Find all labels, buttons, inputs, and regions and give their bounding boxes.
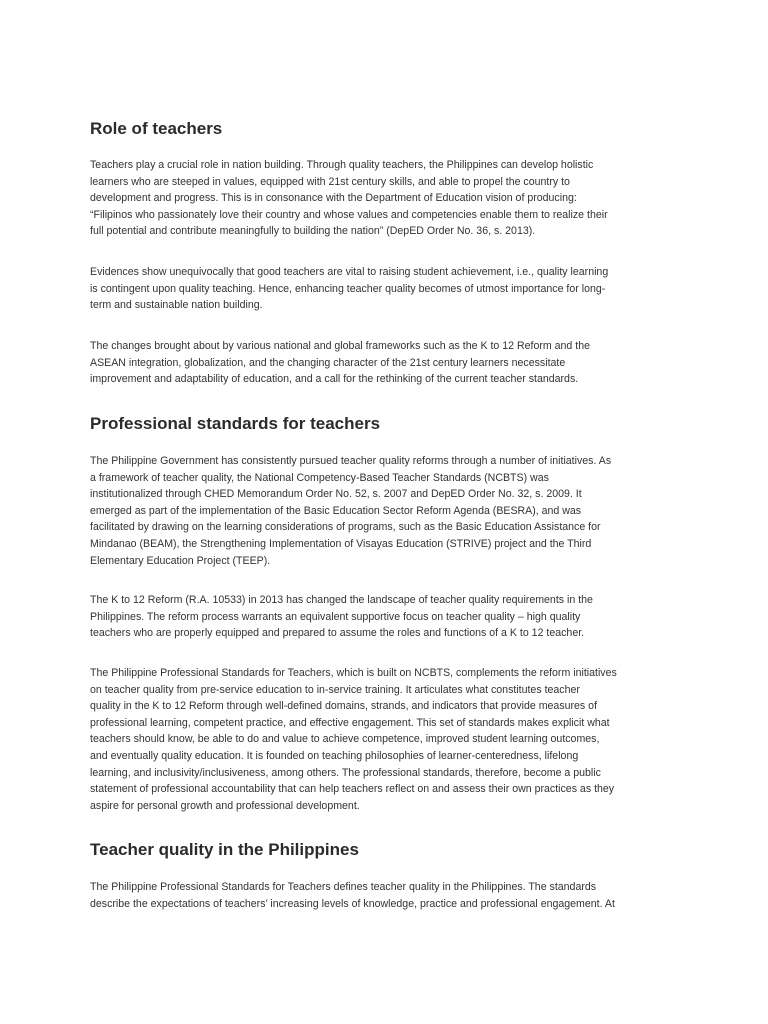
text-line: learning, and inclusivity/inclusiveness, among others. The professional standards, therefore, become a public	[90, 766, 601, 779]
text-line: statement of professional accountability that can help teachers reflect on and assess their own practices as they	[90, 783, 615, 796]
section-title-role-of-teachers: Role of teachers	[90, 119, 223, 138]
text-line: The Philippine Professional Standards for Teachers defines teacher quality in the Philippines. The standards	[90, 881, 597, 893]
text-line: The changes brought about by various national and global frameworks such as the K to 12 Reform and the	[90, 340, 590, 352]
text-line: is contingent upon quality teaching. Hence, enhancing teacher quality becomes of utmost importance for long-	[90, 282, 606, 295]
text-line: The Philippine Government has consistently pursued teacher quality reforms through a number of initiatives. As	[90, 455, 612, 467]
text-line: full potential and contribute meaningfully to building the nation” (DepED Order No. 36, s. 2013).	[90, 225, 536, 238]
text-line: The Philippine Professional Standards for Teachers, which is built on NCBTS, complements the reform initiatives	[90, 667, 617, 679]
text-line: ASEAN integration, globalization, and the changing character of the 21st century learners necessitate	[90, 356, 566, 369]
paragraph	[90, 453, 690, 569]
text-line: “Filipinos who passionately love their country and whose values and competencies enable them to realize their	[90, 208, 608, 221]
paragraph	[90, 592, 690, 642]
text-line: a framework of teacher quality, the National Competency-Based Teacher Standards (NCBTS) was	[90, 471, 549, 484]
text-line: emerged as part of the implementation of the Basic Education Sector Reform Agenda (BESRA), and was	[90, 504, 582, 517]
paragraph	[90, 338, 690, 388]
paragraph	[90, 264, 690, 314]
text-line: facilitated by drawing on the learning considerations of programs, such as the Basic Education Assistance for	[90, 521, 601, 534]
text-line: teachers should know, be able to do and value to achieve competence, improved student learning outcomes,	[90, 733, 600, 746]
text-line: professional learning, competent practice, and effective engagement. This set of standards makes explicit what	[90, 716, 610, 729]
text-line: development and progress. This is in consonance with the Department of Education vision of producing:	[90, 192, 577, 205]
text-line: Elementary Education Project (TEEP).	[90, 554, 271, 567]
text-line: teachers who are properly equipped and prepared to assume the roles and functions of a K to 12 teacher.	[90, 627, 585, 640]
text-line: Evidences show unequivocally that good teachers are vital to raising student achievement, i.e., quality learning	[90, 266, 609, 278]
text-line: aspire for personal growth and professional development.	[90, 799, 360, 812]
text-line: institutionalized through CHED Memorandum Order No. 52, s. 2007 and DepED Order No. 32, s. 2009. It	[90, 488, 582, 501]
text-line: Philippines. The reform process warrants an equivalent supportive focus on teacher quality – high quality	[90, 610, 581, 623]
text-line: Teachers play a crucial role in nation building. Through quality teachers, the Philippines can develop holistic	[90, 159, 594, 171]
paragraph	[90, 157, 690, 240]
text-line: The K to 12 Reform (R.A. 10533) in 2013 has changed the landscape of teacher quality requirements in the	[90, 594, 593, 606]
text-line: learners who are steeped in values, equipped with 21st century skills, and able to propel the country to	[90, 175, 570, 188]
text-line: on teacher quality from pre-service education to in-service training. It articulates what constitutes teacher	[90, 683, 580, 696]
text-line: describe the expectations of teachers’ increasing levels of knowledge, practice and professional engagement. At	[90, 897, 615, 910]
paragraph	[90, 665, 690, 814]
text-line: quality in the K to 12 Reform through well-defined domains, strands, and indicators that provide measures of	[90, 700, 598, 713]
paragraph	[90, 879, 690, 912]
text-line: and eventually quality education. It is founded on teaching philosophies of learner-centeredness, lifelong	[90, 749, 579, 762]
text-line: improvement and adaptability of education, and a call for the rethinking of the current teacher standards.	[90, 373, 579, 386]
text-line: term and sustainable nation building.	[90, 299, 263, 312]
section-title-professional-standards: Professional standards for teachers	[90, 414, 381, 433]
section-title-teacher-quality: Teacher quality in the Philippines	[90, 840, 359, 859]
text-line: Mindanao (BEAM), the Strengthening Implementation of Visayas Education (STRIVE) project and the Third	[90, 537, 592, 550]
